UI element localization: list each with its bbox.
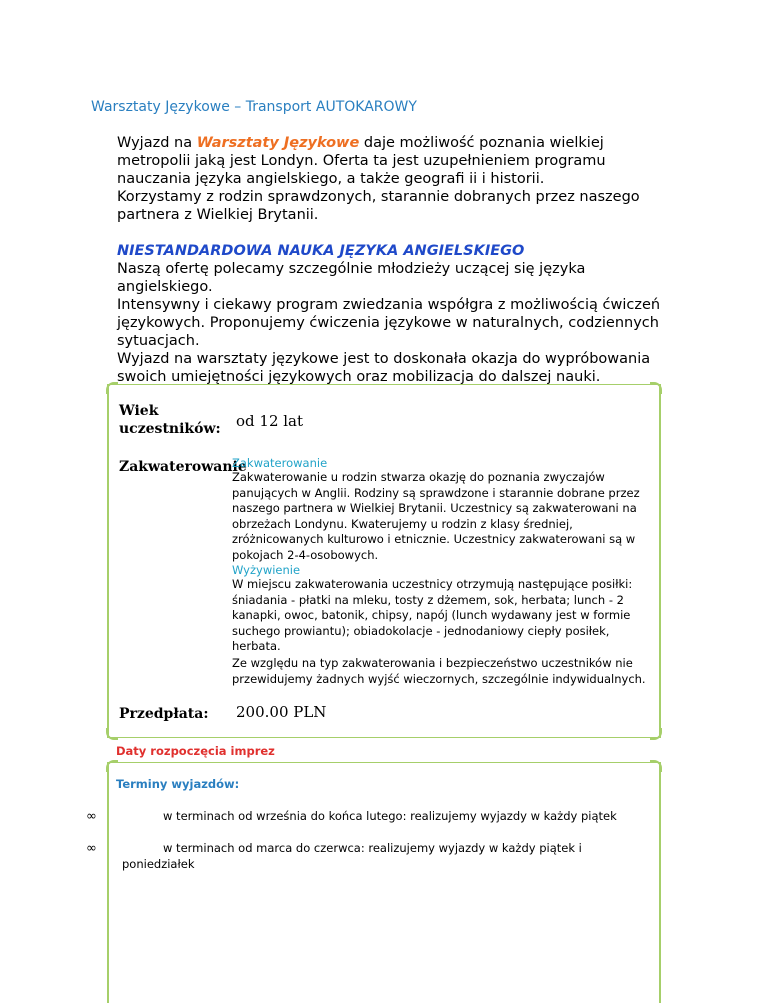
food-text: W miejscu zakwaterowania uczestnicy otrzymują następujące posiłki: śniadania - płatki na mleku, tosty z dżemem, sok, herbata; lunch - 2 kanapki, owoc, batonik, chipsy, napój (lunch wydawany jest w formie suchego prowiantu); obiadokolacje - jednodaniowy ciepły posiłek, herbata.	[232, 577, 633, 653]
section-heading: NIESTANDARDOWA NAUKA JĘZYKA ANGIELSKIEGO	[117, 243, 525, 259]
dates-box	[107, 762, 661, 1003]
age-label: Wiek uczestników:	[119, 403, 221, 437]
safety-text: Ze względu na typ zakwaterowania i bezpieczeństwo uczestników nie przewidujemy żadnych wyjść wieczornych, szczególnie indywidualnych.	[232, 656, 646, 686]
intro-paragraph-1: Wyjazd na Warsztaty Językowe daje możliwość poznania wielkiej metropolii jaką jest Londyn. Oferta ta jest uzupełnieniem programu nauczania języka angielskiego, a także geografi ii i historii.	[117, 135, 606, 187]
accommodation-text: Zakwaterowanie u rodzin stwarza okazję do poznania zwyczajów panujących w Anglii. Rodziny są sprawdzone i starannie dobrane przez naszego partnera w Wielkiej Brytanii. Uczestnicy są zakwaterowani na obrzeżach Londynu. Kwaterujemy u rodzin z klasy średniej, zróżnicowanych kulturowo i etnicznie. Uczestnicy zakwaterowani są w pokojach 2-4-osobowych.	[232, 470, 640, 562]
dates-title: Daty rozpoczęcia imprez	[116, 744, 275, 758]
prepay-value: 200.00 PLN	[236, 703, 327, 721]
food-title: Wyżywienie	[232, 563, 301, 577]
list-item: w terminach od marca do czerwca: realizujemy wyjazdy w każdy piątek i poniedziałek	[122, 841, 582, 871]
accommodation-title: Zakwaterowanie	[232, 456, 328, 470]
intro-paragraph-4: Intensywny i ciekawy program zwiedzania współgra z możliwością ćwiczeń językowych. Proponujemy ćwiczenia językowe w naturalnych, codziennych sytuacjach.	[117, 297, 661, 349]
prepay-label: Przedpłata:	[119, 706, 209, 722]
accommodation-label: Zakwaterowanie	[119, 459, 247, 475]
list-item: w terminach od września do końca lutego: realizujemy wyjazdy w każdy piątek	[163, 809, 617, 823]
workshop-highlight: Warsztaty Językowe	[196, 135, 360, 151]
infinity-bullet-icon: ∞	[86, 841, 97, 856]
intro-section	[117, 134, 677, 386]
age-value: od 12 lat	[236, 412, 304, 430]
infinity-bullet-icon: ∞	[86, 809, 97, 824]
page-title: Warsztaty Językowe – Transport AUTOKAROWY	[91, 99, 417, 115]
intro-paragraph-2: Korzystamy z rodzin sprawdzonych, starannie dobranych przez naszego partnera z Wielkiej Brytanii.	[117, 189, 640, 223]
intro-paragraph-5: Wyjazd na warsztaty językowe jest to doskonała okazja do wypróbowania swoich umiejętności językowych oraz mobilizacja do dalszej nauki.	[117, 351, 651, 385]
intro-paragraph-3: Naszą ofertę polecamy szczególnie młodzieży uczącej się języka angielskiego.	[117, 261, 586, 295]
terms-label: Terminy wyjazdów:	[116, 777, 240, 791]
